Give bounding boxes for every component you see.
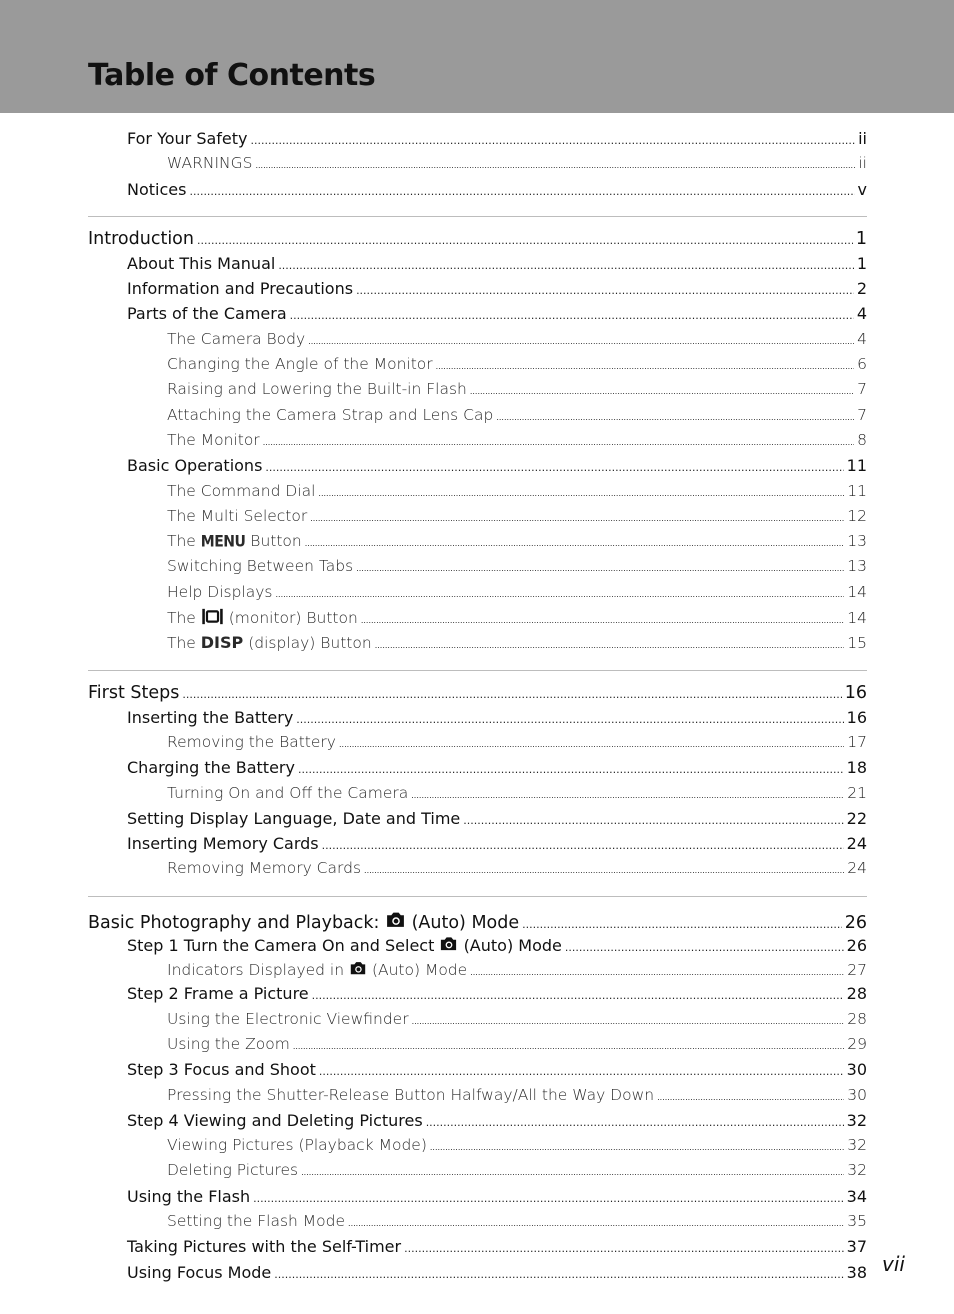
toc-entry[interactable] xyxy=(167,507,867,532)
toc-entry-title: Setting the Flash Mode xyxy=(167,1211,346,1230)
dot-leader xyxy=(404,1242,844,1255)
toc-entry-page: 32 xyxy=(847,1136,867,1155)
dot-leader xyxy=(275,590,844,599)
toc-entry-page: 15 xyxy=(847,634,867,653)
toc-entry-title: Inserting the Battery xyxy=(127,707,294,727)
toc-entry-title xyxy=(88,909,519,933)
toc-entry[interactable] xyxy=(127,1263,867,1288)
toc-entry-title-pre: Basic Photography and Playback: xyxy=(88,912,380,933)
toc-entry-page: 24 xyxy=(847,859,867,878)
dot-leader xyxy=(301,1168,844,1177)
toc-entry-page: 8 xyxy=(857,430,867,449)
toc-entry-page: 38 xyxy=(846,1262,867,1282)
dot-leader xyxy=(657,1093,844,1102)
toc-entry-title xyxy=(167,959,467,979)
toc-entry[interactable] xyxy=(127,934,867,959)
toc-entry-title: Charging the Battery xyxy=(127,758,295,778)
toc-entry-title: About This Manual xyxy=(127,253,276,273)
dot-leader xyxy=(319,1065,844,1078)
dot-leader xyxy=(278,259,854,272)
monitor-button-icon xyxy=(201,608,224,625)
toc-entry-title-pre: Indicators Displayed in xyxy=(167,961,345,980)
toc-entry[interactable] xyxy=(127,1237,867,1262)
toc-entry[interactable] xyxy=(167,557,867,582)
page-title: Table of Contents xyxy=(88,58,376,93)
toc-entry-title-post: (Auto) Mode xyxy=(411,912,520,933)
toc-entry-page: 35 xyxy=(847,1211,867,1230)
toc-entry-title-post: Button xyxy=(250,532,302,551)
toc-entry-page: 1 xyxy=(855,228,867,249)
toc-entry-page: 7 xyxy=(857,405,867,424)
toc-entry[interactable] xyxy=(88,229,867,254)
toc-section-basic-photography xyxy=(88,909,867,1288)
dot-leader xyxy=(293,1042,844,1051)
toc-entry-page: 21 xyxy=(847,783,867,802)
toc-section-first-steps xyxy=(88,683,867,885)
dot-leader xyxy=(290,309,854,322)
toc-entry[interactable] xyxy=(167,330,867,355)
camera-icon xyxy=(385,909,406,930)
dot-leader xyxy=(348,1219,844,1228)
toc-entry[interactable] xyxy=(167,431,867,456)
dot-leader xyxy=(263,438,854,447)
toc-entry-page: 26 xyxy=(846,935,867,955)
toc-entry[interactable] xyxy=(167,154,867,179)
toc-entry-title: Step 2 Frame a Picture xyxy=(127,984,309,1004)
dot-leader xyxy=(339,740,844,749)
toc-entry[interactable] xyxy=(167,380,867,405)
toc-entry-title: Notices xyxy=(127,179,187,199)
toc-entry-title: Raising and Lowering the Built-in Flash xyxy=(167,380,467,399)
toc-entry-page: 4 xyxy=(856,304,867,324)
toc-entry-title-post: (Auto) Mode xyxy=(371,961,468,980)
dot-leader xyxy=(470,387,854,396)
toc-entry[interactable] xyxy=(127,254,867,279)
toc-entry-title: Using Focus Mode xyxy=(127,1262,272,1282)
section-divider xyxy=(88,896,867,897)
menu-button-glyph: MENU xyxy=(200,532,246,552)
dot-leader xyxy=(470,968,844,977)
toc-entry-title: Deleting Pictures xyxy=(167,1161,299,1180)
toc-entry-title xyxy=(167,532,302,550)
toc-entry[interactable] xyxy=(167,583,867,608)
dot-leader xyxy=(318,489,844,498)
dot-leader xyxy=(308,337,854,346)
toc-entry-page: 4 xyxy=(857,329,867,348)
toc-entry-title: Inserting Memory Cards xyxy=(127,834,319,854)
toc-entry-page: 30 xyxy=(846,1060,867,1080)
dot-leader xyxy=(375,641,845,650)
toc-entry-page: 14 xyxy=(847,582,867,601)
toc-entry-title-post: (Auto) Mode xyxy=(463,935,562,955)
toc-entry-page: 32 xyxy=(846,1110,867,1130)
toc-entry-title: Using the Zoom xyxy=(167,1034,290,1053)
dot-leader xyxy=(322,839,844,852)
section-divider xyxy=(88,670,867,671)
toc-entry[interactable] xyxy=(127,834,867,859)
toc-entry-page: 30 xyxy=(847,1085,867,1104)
toc-entry-title: Introduction xyxy=(88,228,194,249)
toc-entry[interactable] xyxy=(127,809,867,834)
toc-entry-title: The Command Dial xyxy=(167,481,316,500)
toc-entry[interactable] xyxy=(167,633,867,658)
toc-entry-title: The Multi Selector xyxy=(167,506,308,525)
dot-leader xyxy=(255,161,855,170)
toc-entry[interactable] xyxy=(167,1035,867,1060)
toc-entry-title-pre: The xyxy=(167,609,196,628)
toc-entry-title: Parts of the Camera xyxy=(127,304,287,324)
page-header xyxy=(0,0,954,113)
toc-entry-title: Setting Display Language, Date and Time xyxy=(127,808,461,828)
toc-entry-page: 22 xyxy=(846,808,867,828)
toc-entry[interactable] xyxy=(127,1187,867,1212)
toc-entry-title: Switching Between Tabs xyxy=(167,557,354,576)
toc-entry-title: Viewing Pictures (Playback Mode) xyxy=(167,1136,427,1155)
toc-entry[interactable] xyxy=(127,279,867,304)
toc-entry-title: The Camera Body xyxy=(167,329,306,348)
toc-entry[interactable] xyxy=(167,784,867,809)
toc-entry-title xyxy=(167,633,372,652)
dot-leader xyxy=(426,1116,844,1129)
dot-leader xyxy=(274,1268,843,1281)
toc-entry-page: 34 xyxy=(846,1186,867,1206)
camera-icon xyxy=(349,959,367,977)
dot-leader xyxy=(265,461,843,474)
section-divider xyxy=(88,216,867,217)
toc-entry-title-post: (display) Button xyxy=(248,634,372,653)
toc-section-introduction xyxy=(88,229,867,659)
toc-entry-page: 2 xyxy=(856,279,867,299)
toc-entry-title-pre: The xyxy=(167,634,196,653)
toc-entry-title: Turning On and Off the Camera xyxy=(167,783,409,802)
toc-entry-title: Using the Flash xyxy=(127,1186,251,1206)
toc-entry-page: 12 xyxy=(847,506,867,525)
toc-section-front xyxy=(88,129,867,205)
toc-entry[interactable] xyxy=(167,859,867,884)
dot-leader xyxy=(430,1143,844,1152)
dot-leader xyxy=(298,763,844,776)
toc-entry-title: Taking Pictures with the Self-Timer xyxy=(127,1237,402,1257)
toc-entry-title: First Steps xyxy=(88,682,180,703)
toc-entry[interactable] xyxy=(127,758,867,783)
toc-entry-title-pre: The xyxy=(167,532,196,551)
toc-entry-page: ii xyxy=(858,154,867,173)
toc-entry-title: Pressing the Shutter-Release Button Halfway/All the Way Down xyxy=(167,1085,655,1104)
toc-entry[interactable] xyxy=(127,708,867,733)
dot-leader xyxy=(522,918,842,931)
toc-entry-page: 11 xyxy=(846,456,867,476)
toc-entry-page: 13 xyxy=(847,557,867,576)
toc-entry-title-pre: Step 1 Turn the Camera On and Select xyxy=(127,935,435,955)
toc-entry-page: 16 xyxy=(844,682,867,703)
toc-entry-page: 7 xyxy=(857,380,867,399)
toc-entry-title-post: (monitor) Button xyxy=(228,609,358,628)
toc-entry[interactable] xyxy=(167,1010,867,1035)
dot-leader xyxy=(463,814,843,827)
page-number: vii xyxy=(882,1252,905,1276)
toc-entry[interactable] xyxy=(167,1086,867,1111)
dot-leader xyxy=(197,234,853,247)
toc-entry[interactable] xyxy=(127,304,867,329)
toc-entry-title: WARNINGS xyxy=(167,154,253,173)
dot-leader xyxy=(361,616,844,625)
toc-entry[interactable] xyxy=(127,1060,867,1085)
dot-leader xyxy=(356,284,854,297)
dot-leader xyxy=(253,1192,843,1205)
toc-entry-title: Attaching the Camera Strap and Lens Cap xyxy=(167,405,494,424)
toc-entry-page: v xyxy=(857,179,867,199)
dot-leader xyxy=(310,514,844,523)
toc-entry[interactable] xyxy=(127,456,867,481)
toc-entry-page: 32 xyxy=(847,1161,867,1180)
toc-entry-page: 6 xyxy=(857,355,867,374)
toc-entry-page: 1 xyxy=(856,253,867,273)
dot-leader xyxy=(412,1017,845,1026)
toc-entry-title xyxy=(127,934,562,955)
toc-entry-page: 27 xyxy=(847,961,867,980)
toc-entry-title: Step 3 Focus and Shoot xyxy=(127,1060,316,1080)
toc-entry-title: Changing the Angle of the Monitor xyxy=(167,355,433,374)
toc-entry[interactable] xyxy=(167,532,867,557)
toc-entry[interactable] xyxy=(127,180,867,205)
toc-entry-page: 13 xyxy=(847,532,867,551)
toc-entry[interactable] xyxy=(127,1111,867,1136)
toc-entry[interactable] xyxy=(167,355,867,380)
toc-entry-title: The Monitor xyxy=(167,430,260,449)
toc-entry[interactable] xyxy=(127,129,867,154)
toc-entry-title: Help Displays xyxy=(167,582,273,601)
toc-entry-page: 14 xyxy=(847,609,867,628)
toc-entry[interactable] xyxy=(167,959,867,984)
toc-entry[interactable] xyxy=(167,1136,867,1161)
toc-entry-title: Removing Memory Cards xyxy=(167,859,362,878)
disp-button-glyph: DISP xyxy=(200,633,244,653)
dot-leader xyxy=(182,688,841,701)
toc-entry-page: 28 xyxy=(846,984,867,1004)
toc-entry[interactable] xyxy=(127,984,867,1009)
toc-entry-page: 29 xyxy=(847,1034,867,1053)
toc-entry-title: Using the Electronic Viewfinder xyxy=(167,1009,409,1028)
dot-leader xyxy=(189,185,854,198)
toc-entry[interactable] xyxy=(167,733,867,758)
toc-entry-title: For Your Safety xyxy=(127,129,248,148)
toc-entry-page: 28 xyxy=(847,1009,867,1028)
dot-leader xyxy=(305,539,845,548)
table-of-contents xyxy=(88,129,867,1288)
dot-leader xyxy=(565,941,844,954)
toc-entry-page: 11 xyxy=(847,481,867,500)
dot-leader xyxy=(356,564,844,573)
camera-icon xyxy=(439,934,458,953)
toc-entry[interactable] xyxy=(167,1212,867,1237)
toc-entry[interactable] xyxy=(167,406,867,431)
toc-entry-page: ii xyxy=(858,129,867,148)
dot-leader xyxy=(251,134,856,147)
toc-entry-page: 24 xyxy=(846,834,867,854)
toc-entry[interactable] xyxy=(167,482,867,507)
toc-entry-page: 26 xyxy=(844,912,867,933)
toc-entry-title xyxy=(167,608,358,627)
dot-leader xyxy=(364,866,844,875)
toc-entry-page: 16 xyxy=(846,707,867,727)
toc-entry-page: 18 xyxy=(846,758,867,778)
toc-entry-title: Removing the Battery xyxy=(167,732,336,751)
toc-entry-page: 37 xyxy=(846,1237,867,1257)
toc-entry-title: Step 4 Viewing and Deleting Pictures xyxy=(127,1110,423,1130)
toc-entry[interactable] xyxy=(167,608,867,633)
toc-entry[interactable] xyxy=(88,683,867,708)
toc-entry-title: Information and Precautions xyxy=(127,279,354,299)
dot-leader xyxy=(296,713,843,726)
dot-leader xyxy=(496,413,854,422)
dot-leader xyxy=(411,791,844,800)
dot-leader xyxy=(312,989,844,1002)
toc-entry-page: 17 xyxy=(847,732,867,751)
toc-entry[interactable] xyxy=(88,909,867,934)
toc-entry-title: Basic Operations xyxy=(127,456,263,476)
toc-entry[interactable] xyxy=(167,1161,867,1186)
dot-leader xyxy=(436,362,854,371)
